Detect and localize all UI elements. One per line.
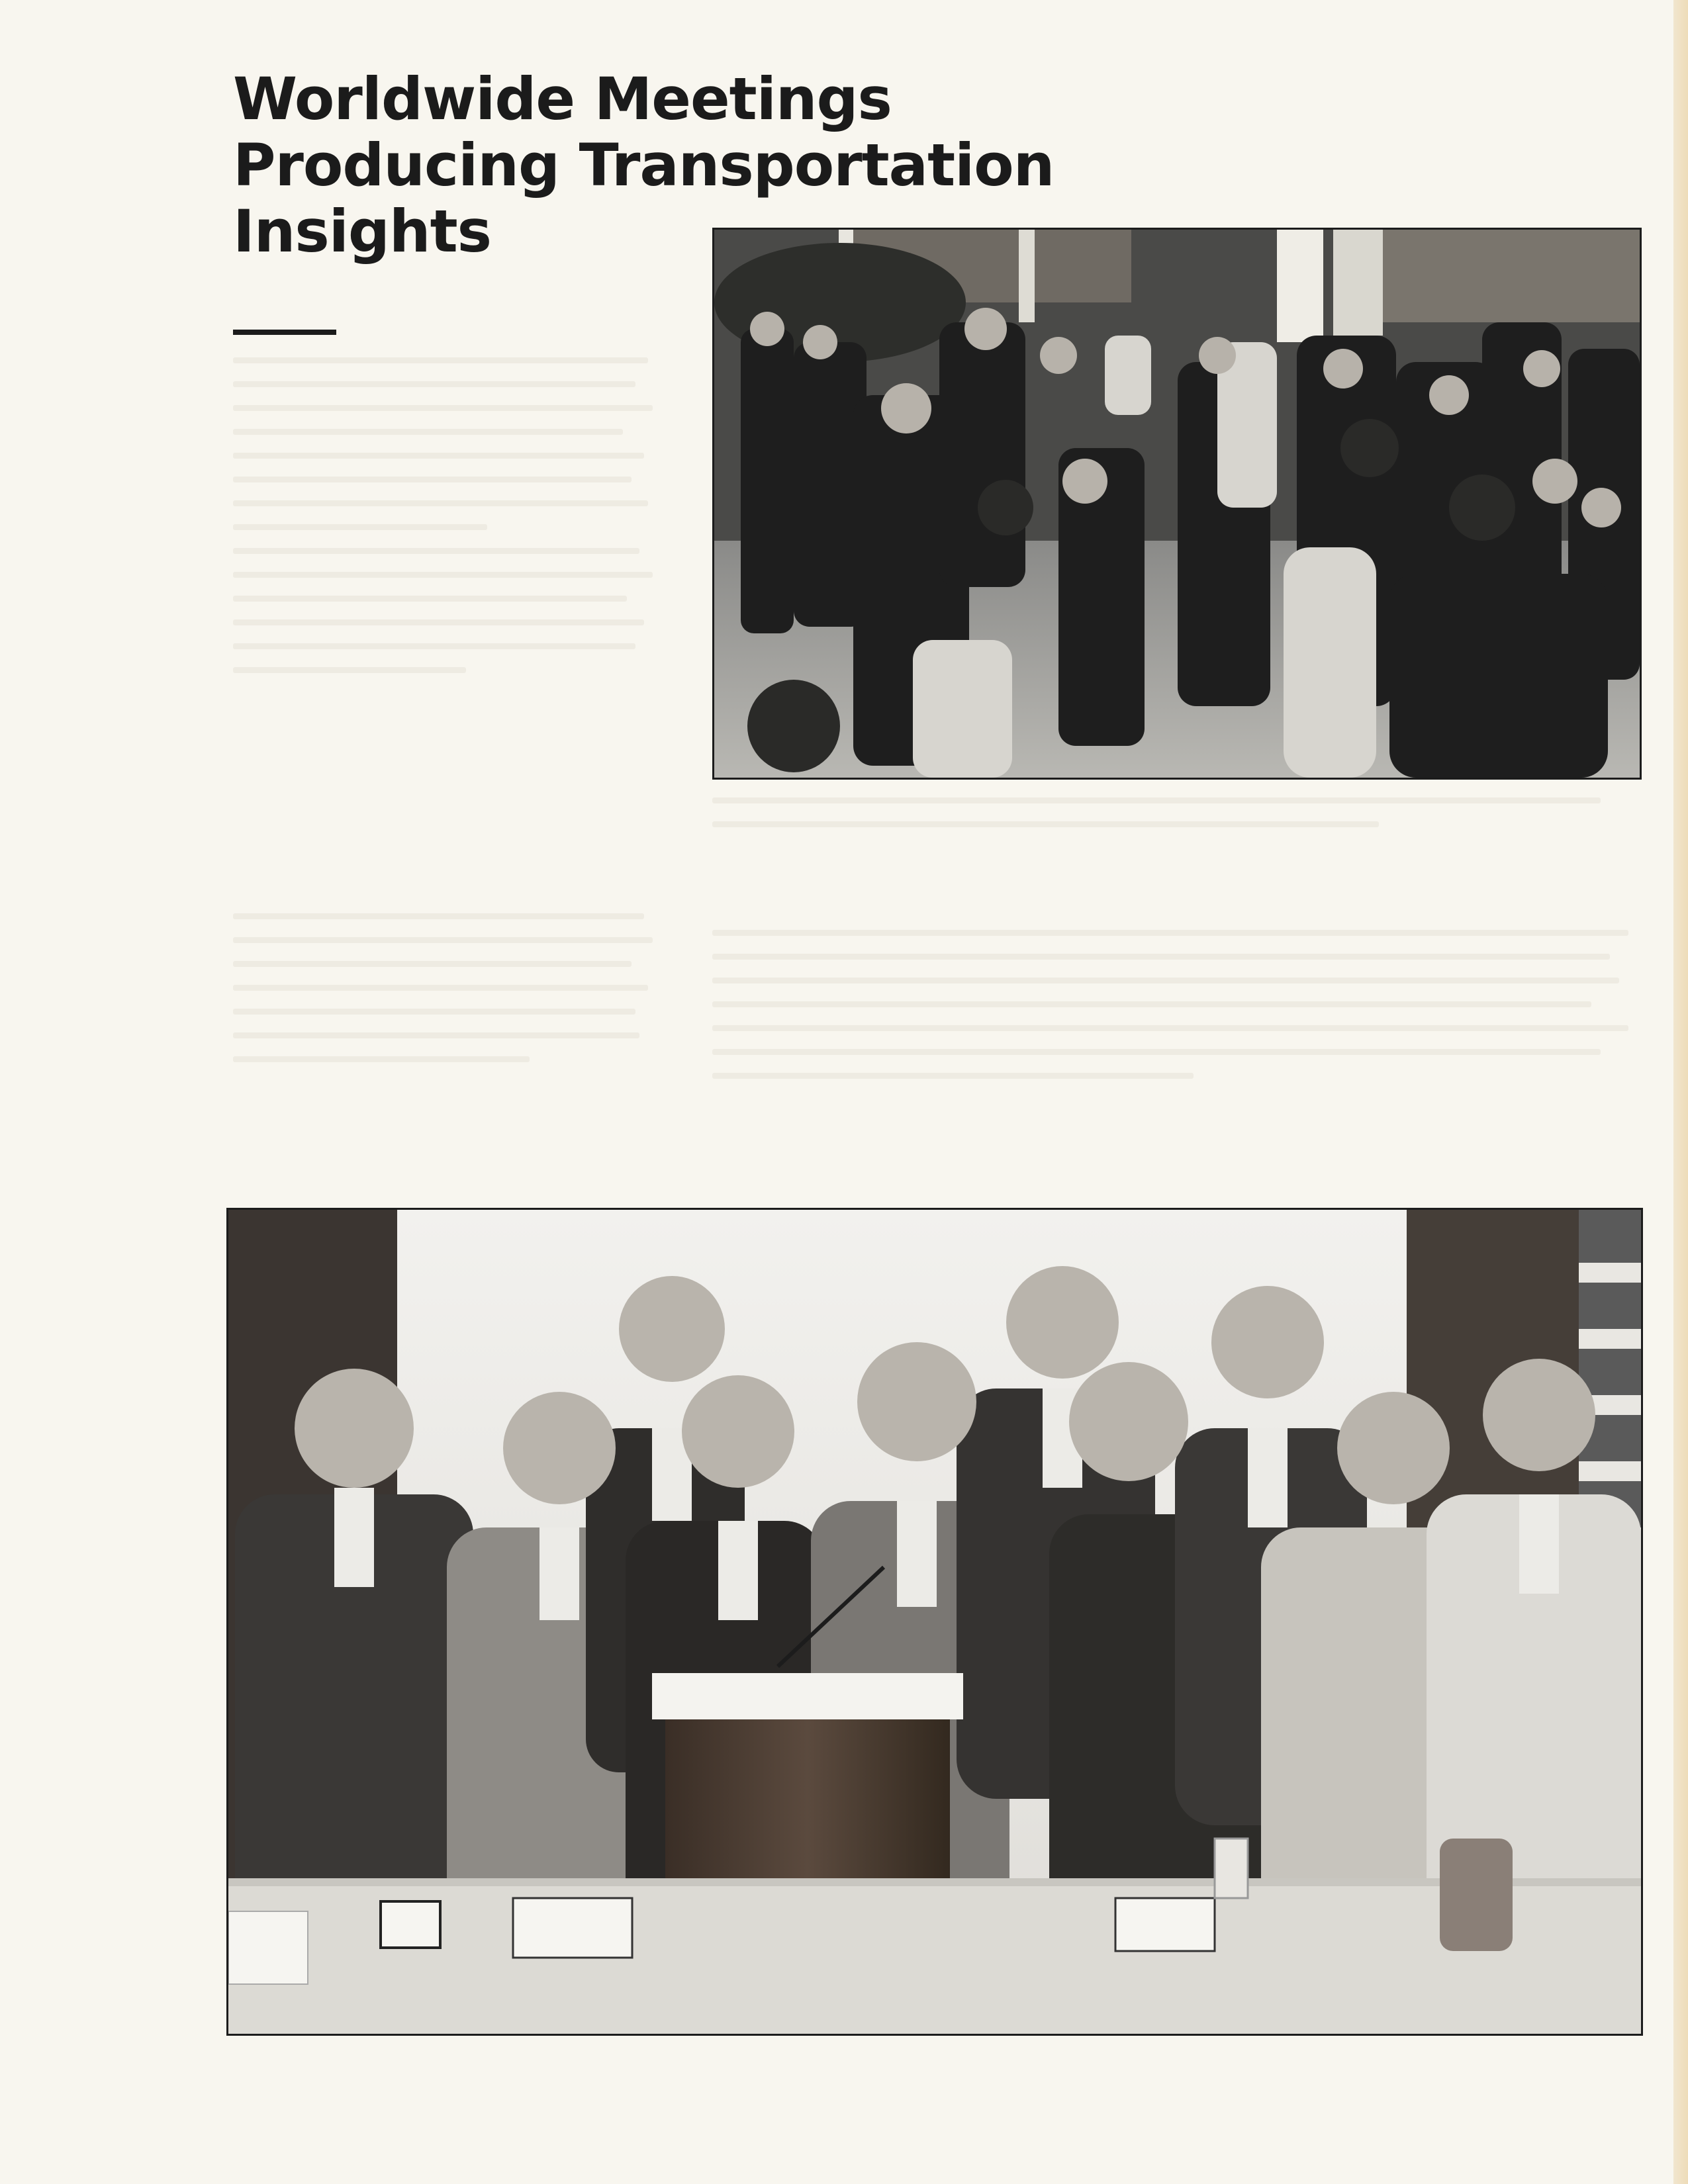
headline-line-3: Insights — [233, 197, 492, 265]
ghost-text-right — [712, 930, 1638, 1097]
page-edge — [1673, 0, 1688, 2184]
headline-line-2: Producing Transportation — [233, 131, 1055, 199]
reception-photo-image — [714, 230, 1640, 778]
ghost-text-caption — [712, 797, 1638, 845]
group-photo — [226, 1208, 1643, 2036]
ghost-text-left-upper — [233, 357, 657, 691]
headline-rule — [233, 330, 336, 335]
headline-line-1: Worldwide Meetings — [233, 65, 892, 133]
ghost-text-left-lower — [233, 913, 657, 1080]
reception-photo — [712, 228, 1642, 780]
group-photo-image — [228, 1210, 1641, 2034]
